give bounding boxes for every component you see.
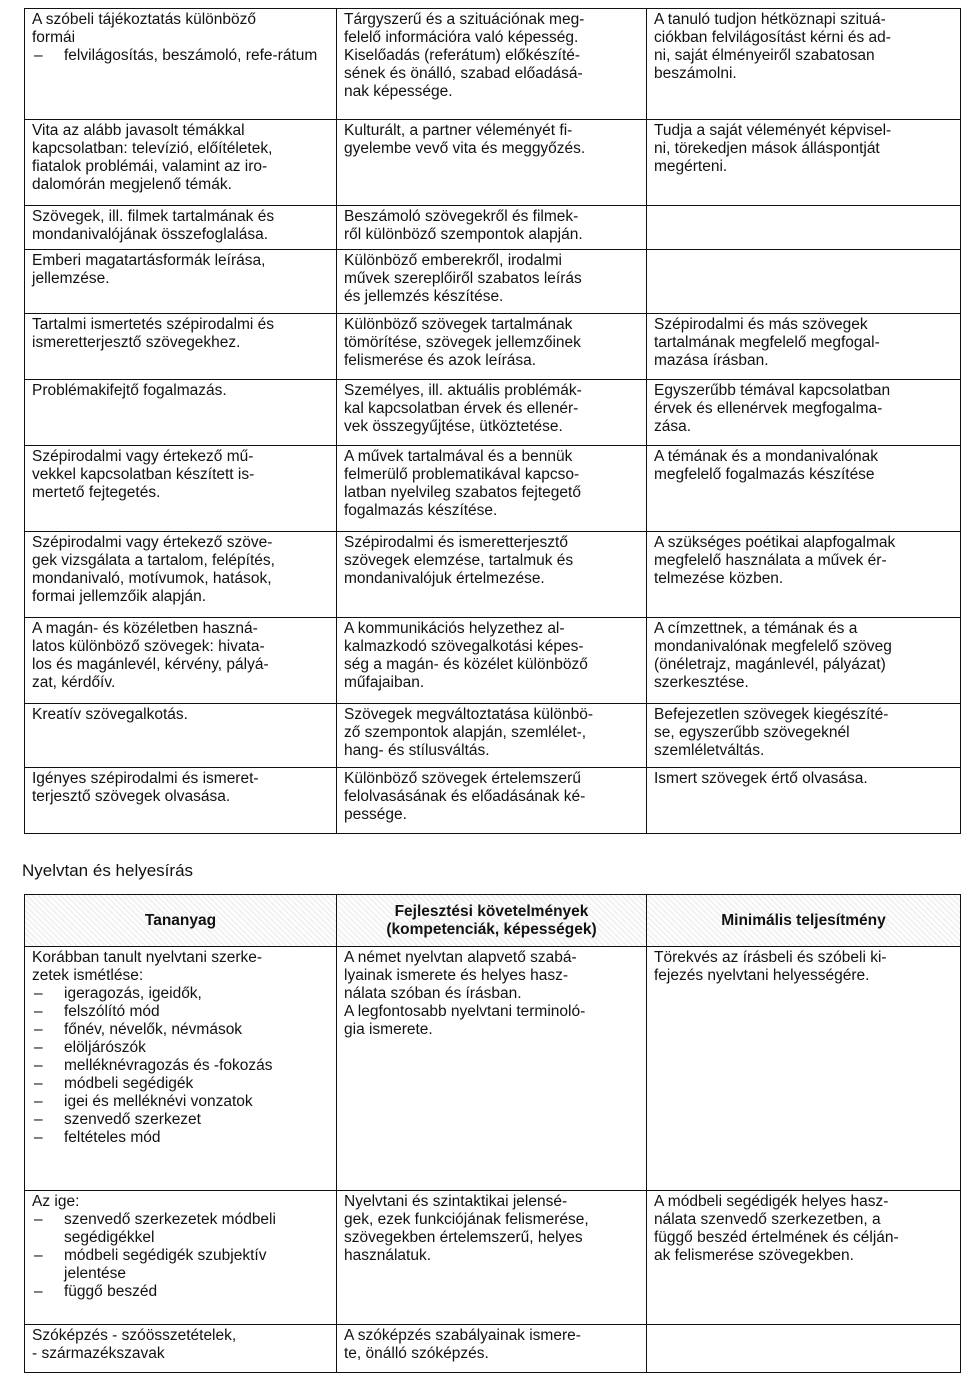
cell-text-line: szövegekben értelemszerű, helyes xyxy=(344,1229,583,1246)
cell-text-line: felolvasásának és előadásának ké- xyxy=(344,788,586,805)
cell-text-line: A szóbeli tájékoztatás különböző xyxy=(32,11,257,28)
cell-text-line: Szépirodalmi és más szövegek xyxy=(654,316,868,333)
cell-text-line: Különböző szövegek tartalmának xyxy=(344,316,573,333)
cell-text-line: kal kapcsolatban érvek és ellenér- xyxy=(344,400,579,417)
cell-text-line: lyainak ismerete és helyes hasz- xyxy=(344,967,568,984)
table-row xyxy=(25,314,961,380)
topic-list xyxy=(32,1211,330,1301)
cell-minimum-performance xyxy=(647,380,961,446)
cell-text-line: felelő információra való képesség. xyxy=(344,29,579,46)
cell-text-line: zása. xyxy=(654,418,692,435)
cell-minimum-performance xyxy=(647,704,961,768)
cell-text-line: Beszámoló szövegekről és filmek- xyxy=(344,208,579,225)
cell-text-line: jellemzése. xyxy=(32,270,110,287)
cell-development-requirements xyxy=(337,1191,647,1325)
cell-text-line: Tudja a saját véleményét képvisel- xyxy=(654,122,892,139)
header-line: (kompetenciák, képességek) xyxy=(386,920,597,938)
cell-text-line: ről különböző szempontok alapján. xyxy=(344,226,583,243)
cell-development-requirements xyxy=(337,120,647,206)
cell-text-line: szemléletváltás. xyxy=(654,742,765,759)
cell-text-line: Szóképzés - szóösszetételek, xyxy=(32,1327,237,1344)
cell-development-requirements xyxy=(337,947,647,1191)
cell-text-line: Kiselőadás (referátum) előkészíté- xyxy=(344,47,581,64)
cell-text-line: vek összegyűjtése, ütköztetése. xyxy=(344,418,563,435)
topic-list-item: – módbeli segédigék xyxy=(32,1075,330,1093)
cell-text-line: tartalmának megfelelő megfogal- xyxy=(654,334,880,351)
topic-list-item: – igei és melléknévi vonzatok xyxy=(32,1093,330,1111)
cell-text-line: ség a magán- és közélet különböző xyxy=(344,656,588,673)
table-row xyxy=(25,532,961,618)
cell-minimum-performance xyxy=(647,9,961,120)
cell-text-line: Kulturált, a partner véleményét fi- xyxy=(344,122,573,139)
topic-list-item: – szenvedő szerkezetek módbeli segédigékkel xyxy=(32,1211,330,1247)
cell-text-line: nálata szenvedő szerkezetben, a xyxy=(654,1211,881,1228)
table-row xyxy=(25,250,961,314)
table-row xyxy=(25,947,961,1191)
cell-text-line: ző szempontok alapján, szemlélet-, xyxy=(344,724,587,741)
cell-text-line: Különböző emberekről, irodalmi xyxy=(344,252,562,269)
table-body xyxy=(25,9,961,834)
cell-text-line: fiatalok problémái, valamint az iro- xyxy=(32,158,268,175)
cell-curriculum xyxy=(25,1191,337,1325)
cell-text-line: pessége. xyxy=(344,806,407,823)
cell-minimum-performance xyxy=(647,532,961,618)
table-body xyxy=(25,947,961,1373)
topic-list-item: – szenvedő szerkezet xyxy=(32,1111,330,1129)
cell-text-line: A címzettnek, a témának és a xyxy=(654,620,858,637)
cell-development-requirements xyxy=(337,314,647,380)
topic-list-item: – főnév, névelők, névmások xyxy=(32,1021,330,1039)
cell-text-line: A szükséges poétikai alapfogalmak xyxy=(654,534,896,551)
cell-text-line: Szépirodalmi és ismeretterjesztő xyxy=(344,534,568,551)
cell-text-line: mondanivalójuk értelmezése. xyxy=(344,570,545,587)
topic-list-item: – melléknévragozás és -fokozás xyxy=(32,1057,330,1075)
cell-text-line: ni, törekedjen mások álláspontját xyxy=(654,140,880,157)
cell-text-line: ismeretterjesztő szövegekhez. xyxy=(32,334,241,351)
cell-development-requirements xyxy=(337,768,647,834)
cell-development-requirements xyxy=(337,380,647,446)
cell-curriculum xyxy=(25,1325,337,1373)
cell-text-line: latos különböző szövegek: hivata- xyxy=(32,638,265,655)
table-row xyxy=(25,120,961,206)
cell-minimum-performance xyxy=(647,120,961,206)
cell-curriculum xyxy=(25,532,337,618)
cell-text-line: tömörítése, szövegek jellemzőinek xyxy=(344,334,581,351)
cell-curriculum xyxy=(25,206,337,250)
cell-text-line: mondanivaló, motívumok, hatások, xyxy=(32,570,272,587)
cell-text-line: zetek ismétlése: xyxy=(32,967,144,984)
cell-text-line: Szövegek megváltoztatása különbö- xyxy=(344,706,594,723)
table-row xyxy=(25,618,961,704)
cell-curriculum xyxy=(25,446,337,532)
cell-text-line: és jellemzés készítése. xyxy=(344,288,504,305)
cell-text-line: sének és önálló, szabad előadásá- xyxy=(344,65,583,82)
cell-curriculum xyxy=(25,250,337,314)
cell-curriculum xyxy=(25,947,337,1191)
header-line: Minimális teljesítmény xyxy=(721,911,886,929)
cell-text-line: ni, saját élményeiről szabatosan xyxy=(654,47,875,64)
cell-text-line: hang- és stílusváltás. xyxy=(344,742,490,759)
cell-text-line: - származékszavak xyxy=(32,1345,165,1362)
cell-development-requirements xyxy=(337,9,647,120)
cell-curriculum xyxy=(25,704,337,768)
cell-text-line: formái xyxy=(32,29,76,46)
cell-text-line: A kommunikációs helyzethez al- xyxy=(344,620,565,637)
cell-text-line: nak képessége. xyxy=(344,83,453,100)
cell-text-line: mondanivalójának összefoglalása. xyxy=(32,226,269,243)
cell-curriculum xyxy=(25,120,337,206)
content-table-grammar xyxy=(24,894,961,1373)
topic-list-item: – igeragozás, igeidők, xyxy=(32,985,330,1003)
header-line: Fejlesztési követelmények xyxy=(394,902,589,920)
cell-text-line: fogalmazás készítése. xyxy=(344,502,498,519)
cell-development-requirements xyxy=(337,704,647,768)
cell-text-line: gyelembe vevő vita és meggyőzés. xyxy=(344,140,586,157)
cell-text-line: kalmazkodó szövegalkotási képes- xyxy=(344,638,584,655)
cell-text-line: Különböző szövegek értelemszerű xyxy=(344,770,581,787)
content-table-speaking-writing xyxy=(24,8,961,834)
topic-list-item: – függő beszéd xyxy=(32,1283,330,1301)
cell-text-line: megérteni. xyxy=(654,158,728,175)
table-row xyxy=(25,1191,961,1325)
table-row xyxy=(25,768,961,834)
cell-minimum-performance xyxy=(647,250,961,314)
header-minimum-performance xyxy=(647,895,961,947)
cell-text-line: érvek és ellenérvek megfogalma- xyxy=(654,400,883,417)
cell-text-line: Tartalmi ismertetés szépirodalmi és xyxy=(32,316,275,333)
cell-text-line: megfelelő használata a művek ér- xyxy=(654,552,887,569)
cell-text-line: Az ige: xyxy=(32,1193,80,1210)
cell-text-line: Szépirodalmi vagy értekező mű- xyxy=(32,448,254,465)
cell-text-line: los és magánlevél, kérvény, pályá- xyxy=(32,656,269,673)
cell-text-line: Egyszerűbb témával kapcsolatban xyxy=(654,382,891,399)
cell-text-line: A magán- és közéletben haszná- xyxy=(32,620,258,637)
cell-curriculum xyxy=(25,9,337,120)
cell-text-line: felismerése és azok leírása. xyxy=(344,352,537,369)
table-row xyxy=(25,704,961,768)
cell-text-line: Emberi magatartásformák leírása, xyxy=(32,252,266,269)
cell-text-line: gia ismerete. xyxy=(344,1021,433,1038)
topic-list xyxy=(32,985,330,1147)
cell-development-requirements xyxy=(337,206,647,250)
cell-text-line: mazása írásban. xyxy=(654,352,769,369)
cell-text-line: gek, ezek funkciójának felismerése, xyxy=(344,1211,589,1228)
cell-text-line: függő beszéd értelmének és célján- xyxy=(654,1229,899,1246)
cell-curriculum xyxy=(25,314,337,380)
cell-minimum-performance xyxy=(647,1325,961,1373)
cell-text-line: A témának és a mondanivalónak xyxy=(654,448,879,465)
cell-text-line: Szövegek, ill. filmek tartalmának és xyxy=(32,208,275,225)
cell-text-line: Nyelvtani és szintaktikai jelensé- xyxy=(344,1193,568,1210)
cell-text-line: beszámolni. xyxy=(654,65,737,82)
cell-text-line: Ismert szövegek értő olvasása. xyxy=(654,770,868,787)
cell-text-line: A módbeli segédigék helyes hasz- xyxy=(654,1193,889,1210)
cell-curriculum xyxy=(25,768,337,834)
cell-text-line: Igényes szépirodalmi és ismeret- xyxy=(32,770,259,787)
cell-text-line: Korábban tanult nyelvtani szerke- xyxy=(32,949,263,966)
cell-text-line: telmezése közben. xyxy=(654,570,784,587)
cell-text-line: Szépirodalmi vagy értekező szöve- xyxy=(32,534,273,551)
table-row xyxy=(25,206,961,250)
cell-text-line: megfelelő fogalmazás készítése xyxy=(654,466,875,483)
topic-list-item: – feltételes mód xyxy=(32,1129,330,1147)
section-title: Nyelvtan és helyesírás xyxy=(22,861,194,880)
topic-list xyxy=(32,47,330,65)
header-line: Tananyag xyxy=(144,911,217,929)
cell-minimum-performance xyxy=(647,314,961,380)
cell-text-line: ciókban felvilágosítást kérni és ad- xyxy=(654,29,891,46)
table-row xyxy=(25,1325,961,1373)
cell-text-line: mertető fejtegetés. xyxy=(32,484,161,501)
cell-text-line: A tanuló tudjon hétköznapi szituá- xyxy=(654,11,886,28)
cell-development-requirements xyxy=(337,618,647,704)
cell-text-line: felmerülő problematikával kapcso- xyxy=(344,466,580,483)
header-curriculum xyxy=(25,895,337,947)
cell-text-line: terjesztő szövegek olvasása. xyxy=(32,788,231,805)
cell-text-line: nálata szóban és írásban. xyxy=(344,985,522,1002)
cell-text-line: fejezés nyelvtani helyességére. xyxy=(654,967,870,984)
cell-text-line: A német nyelvtan alapvető szabá- xyxy=(344,949,577,966)
cell-text-line: mondanivalónak megfelelő szöveg xyxy=(654,638,892,655)
cell-text-line: dalomórán megjelenő témák. xyxy=(32,176,232,193)
cell-text-line: Kreatív szövegalkotás. xyxy=(32,706,188,723)
cell-text-line: Tárgyszerű és a szituációnak meg- xyxy=(344,11,585,28)
cell-text-line: műfajaiban. xyxy=(344,674,425,691)
topic-list-item: – felszólító mód xyxy=(32,1003,330,1021)
cell-text-line: szövegek elemzése, tartalmuk és xyxy=(344,552,574,569)
cell-curriculum xyxy=(25,618,337,704)
cell-text-line: Befejezetlen szövegek kiegészíté- xyxy=(654,706,889,723)
cell-text-line: szerkesztése. xyxy=(654,674,749,691)
cell-text-line: formai jellemzőik alapján. xyxy=(32,588,207,605)
cell-text-line: A művek tartalmával és a bennük xyxy=(344,448,573,465)
cell-text-line: vekkel kapcsolatban készített is- xyxy=(32,466,255,483)
cell-text-line: kapcsolatban: televízió, előítéletek, xyxy=(32,140,273,157)
cell-text-line: ak felismerése szövegekben. xyxy=(654,1247,854,1264)
cell-text-line: művek szereplőiről szabatos leírás xyxy=(344,270,582,287)
header-row xyxy=(25,895,961,947)
topic-list-item: – módbeli segédigék szubjektív jelentése xyxy=(32,1247,330,1283)
cell-text-line: Törekvés az írásbeli és szóbeli ki- xyxy=(654,949,887,966)
cell-development-requirements xyxy=(337,532,647,618)
cell-text-line: használatuk. xyxy=(344,1247,432,1264)
header-development-requirements xyxy=(337,895,647,947)
cell-text-line: Problémakifejtő fogalmazás. xyxy=(32,382,227,399)
cell-minimum-performance xyxy=(647,618,961,704)
cell-minimum-performance xyxy=(647,768,961,834)
cell-text-line: A szóképzés szabályainak ismere- xyxy=(344,1327,581,1344)
cell-text-line: latban nyelvileg szabatos fejtegető xyxy=(344,484,581,501)
table-row xyxy=(25,9,961,120)
cell-minimum-performance xyxy=(647,206,961,250)
cell-minimum-performance xyxy=(647,446,961,532)
cell-development-requirements xyxy=(337,446,647,532)
topic-list-item: – elöljárószók xyxy=(32,1039,330,1057)
cell-text-line: A legfontosabb nyelvtani terminoló- xyxy=(344,1003,586,1020)
cell-text-line: te, önálló szóképzés. xyxy=(344,1345,489,1362)
table-row xyxy=(25,380,961,446)
cell-development-requirements xyxy=(337,1325,647,1373)
cell-text-line: Személyes, ill. aktuális problémák- xyxy=(344,382,582,399)
table-row xyxy=(25,446,961,532)
topic-list-item: – felvilágosítás, beszámoló, refe-rátum xyxy=(32,47,330,65)
cell-minimum-performance xyxy=(647,1191,961,1325)
cell-text-line: Vita az alább javasolt témákkal xyxy=(32,122,245,139)
cell-text-line: se, egyszerűbb szövegeknél xyxy=(654,724,850,741)
cell-minimum-performance xyxy=(647,947,961,1191)
cell-text-line: gek vizsgálata a tartalom, felépítés, xyxy=(32,552,275,569)
cell-development-requirements xyxy=(337,250,647,314)
cell-text-line: (önéletrajz, magánlevél, pályázat) xyxy=(654,656,886,673)
cell-text-line: zat, kérdőív. xyxy=(32,674,116,691)
cell-curriculum xyxy=(25,380,337,446)
